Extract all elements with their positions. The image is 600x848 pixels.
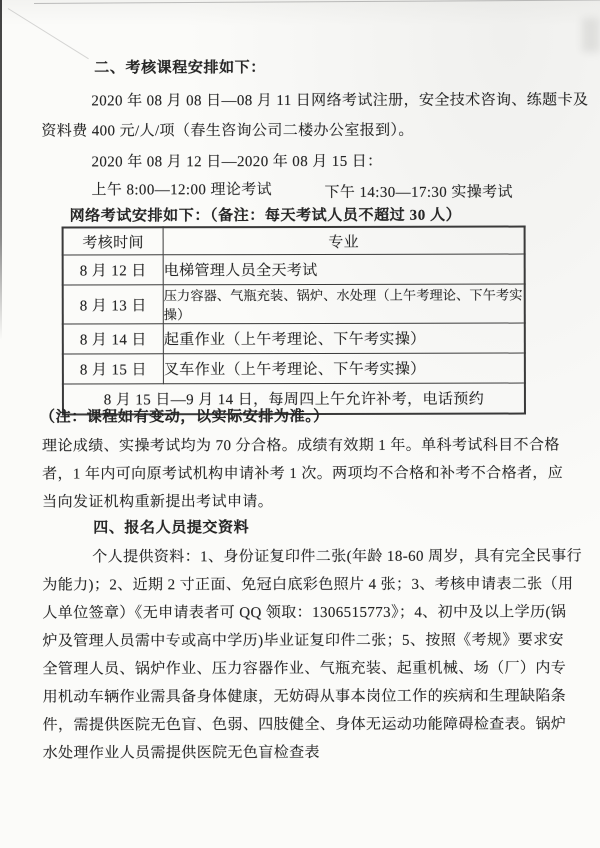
exam-date-cell: 8 月 14 日 (63, 324, 164, 354)
schedule-change-note: （注：课程如有变动，以实际安排为准。） (39, 408, 329, 426)
paragraph-scores-line-1: 理论成绩、实操考试均为 70 分合格。成绩有效期 1 年。单科考试科目不合格 (42, 437, 560, 455)
paragraph-materials-line-4: 炉及管理人员需中专或高中学历)毕业证复印件二张；5、按照《考规》要求安 (42, 632, 564, 650)
section-heading-4: 四、报名人员提交资料 (93, 520, 250, 537)
paragraph-materials-line-7: 件，需提供医院无色盲、色弱、四肢健全、身体无运动功能障碍检查表。锅炉 (42, 716, 567, 734)
table-row (63, 323, 525, 354)
exam-specialty-cell: 压力容器、气瓶充装、锅炉、水处理（上午考理论、下午考实操） (163, 284, 525, 324)
table-row (63, 284, 525, 324)
paragraph-materials-line-3: 人单位签章）《无申请表者可 QQ 领取：1306515773》；4、初中及以上学历(锅 (42, 604, 567, 622)
morning-exam-session: 上午 8:00—12:00 理论考试 (91, 182, 273, 199)
paragraph-scores-line-2: 者，1 年内可向原考试机构申请补考 1 次。两项均不合格和补考不合格者，应 (42, 465, 564, 483)
table-row (63, 353, 525, 384)
exam-date-cell: 8 月 13 日 (63, 285, 164, 324)
exam-schedule-table (62, 226, 526, 416)
column-header-specialty: 专业 (163, 227, 525, 255)
paragraph-materials-line-2: 为能力)；2、近期 2 寸正面、免冠白底彩色照片 4 张；3、考核申请表二张（用 (42, 576, 574, 594)
section-heading-2: 二、考核课程安排如下： (94, 60, 266, 77)
paragraph-scores-line-3: 当向发证机构重新提出考试申请。 (42, 494, 274, 511)
paragraph-registration-line-1: 2020 年 08 月 08 日—08 月 11 日网络考试注册，安全技术咨询、练题卡及 (91, 92, 589, 110)
paragraph-materials-line-5: 全管理人员、锅炉作业、压力容器作业、气瓶充装、起重机械、场（厂）内专 (42, 660, 567, 678)
column-header-time: 考核时间 (63, 227, 164, 255)
exam-date-cell: 8 月 12 日 (63, 255, 164, 285)
exam-specialty-cell: 叉车作业（上午考理论、下午考实操） (163, 353, 525, 384)
paragraph-exam-dates: 2020 年 08 月 12 日—2020 年 08 月 15 日： (91, 153, 383, 171)
table-row (63, 254, 525, 285)
exam-date-cell: 8 月 15 日 (63, 354, 164, 384)
paragraph-materials-line-8: 水处理作业人员需提供医院无色盲检查表 (42, 744, 320, 762)
afternoon-exam-session: 下午 14:30—17:30 实操考试 (324, 184, 513, 201)
paragraph-materials-line-1: 个人提供资料：1、身份证复印件二张(年龄 18-60 周岁，具有完全民事行 (92, 548, 583, 566)
exam-specialty-cell: 电梯管理人员全天考试 (163, 254, 525, 285)
paragraph-registration-line-2: 资料费 400 元/人/项（春生咨询公司二楼办公室报到）。 (41, 122, 414, 140)
table-title: 网络考试安排如下：（备注：每天考试人员不超过 30 人） (69, 207, 462, 225)
paragraph-materials-line-6: 用机动车辆作业需具备身体健康，无妨碍从事本岗位工作的疾病和生理缺陷条 (42, 688, 567, 706)
table-header-row (63, 227, 525, 255)
exam-specialty-cell: 起重作业（上午考理论、下午考实操） (163, 323, 525, 354)
makeup-exam-note: 8 月 15 日—9 月 14 日，每周四上午允许补考，电话预约 (63, 383, 525, 414)
